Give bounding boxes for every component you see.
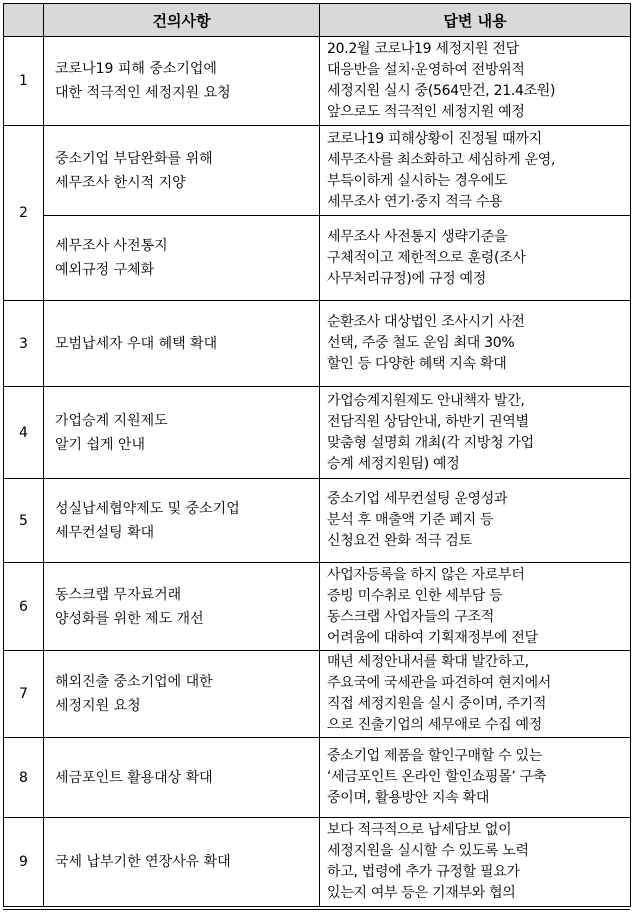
row-number: 2 (4, 126, 44, 301)
header-number (4, 4, 44, 37)
row-answer: 20.2월 코로나19 세정지원 전담 대응반을 설치·운영하여 전방위적 세정지원 실시 중(564만건, 21.4조원) 앞으로도 적극적인 세정지원 예정 (320, 37, 631, 126)
table-row (4, 738, 631, 818)
table-header-row (4, 4, 631, 37)
qa-table (3, 3, 631, 907)
table-row (4, 651, 631, 738)
row-number: 5 (4, 479, 44, 563)
row-issue: 세무조사 사전통지 예외규정 구체화 (44, 216, 320, 301)
table-row (4, 37, 631, 126)
row-answer: 사업자등록을 하지 않은 자로부터 증빙 미수취로 인한 세부담 등 동스크랩 사업자들의 구조적 어려움에 대하여 기획재정부에 전달 (320, 563, 631, 651)
table-row (4, 563, 631, 651)
row-answer: 순환조사 대상법인 조사시기 사전 선택, 주중 철도 운임 최대 30% 할인 등 다양한 혜택 지속 확대 (320, 301, 631, 387)
row-issue: 동스크랩 무자료거래 양성화를 위한 제도 개선 (44, 563, 320, 651)
row-number: 4 (4, 387, 44, 479)
row-answer: 가업승계지원제도 안내책자 발간, 전담직원 상담안내, 하반기 권역별 맞춤형 설명회 개최(각 지방청 가업 승계 세정지원팀) 예정 (320, 387, 631, 479)
table-row (4, 818, 631, 907)
bottom-rule (3, 909, 630, 910)
row-number: 8 (4, 738, 44, 818)
table-row (4, 301, 631, 387)
table-row (4, 387, 631, 479)
row-issue: 중소기업 부담완화를 위해 세무조사 한시적 지양 (44, 126, 320, 216)
row-issue: 가업승계 지원제도 알기 쉽게 안내 (44, 387, 320, 479)
table-row (4, 126, 631, 216)
row-answer: 코로나19 피해상황이 진정될 때까지 세무조사를 최소화하고 세심하게 운영, 부득이하게 실시하는 경우에도 세무조사 연기·중지 적극 수용 (320, 126, 631, 216)
row-issue: 세금포인트 활용대상 확대 (44, 738, 320, 818)
row-answer: 중소기업 제품을 할인구매할 수 있는 ‘세금포인트 온라인 할인쇼핑몰’ 구축 중이며, 활용방안 지속 확대 (320, 738, 631, 818)
row-issue: 성실납세협약제도 및 중소기업 세무컨설팅 확대 (44, 479, 320, 563)
row-issue: 모범납세자 우대 혜택 확대 (44, 301, 320, 387)
row-answer: 보다 적극적으로 납세담보 없이 세정지원을 실시할 수 있도록 노력 하고, 법령에 추가 규정할 필요가 있는지 여부 등은 기재부와 협의 (320, 818, 631, 907)
row-number: 6 (4, 563, 44, 651)
row-answer: 세무조사 사전통지 생략기준을 구체적이고 제한적으로 훈령(조사 사무처리규정)에 규정 예정 (320, 216, 631, 301)
row-issue: 국세 납부기한 연장사유 확대 (44, 818, 320, 907)
row-number: 3 (4, 301, 44, 387)
row-number: 9 (4, 818, 44, 907)
table-row (4, 216, 631, 301)
row-issue: 해외진출 중소기업에 대한 세정지원 요청 (44, 651, 320, 738)
row-number: 7 (4, 651, 44, 738)
row-number: 1 (4, 37, 44, 126)
row-issue: 코로나19 피해 중소기업에 대한 적극적인 세정지원 요청 (44, 37, 320, 126)
row-answer: 중소기업 세무컨설팅 운영성과 분석 후 매출액 기준 폐지 등 신청요건 완화 적극 검토 (320, 479, 631, 563)
header-answer: 답변 내용 (320, 4, 631, 37)
table-row (4, 479, 631, 563)
row-answer: 매년 세정안내서를 확대 발간하고, 주요국에 국세관을 파견하여 현지에서 직접 세정지원을 실시 중이며, 주기적 으로 진출기업의 세무애로 수집 예정 (320, 651, 631, 738)
header-issue: 건의사항 (44, 4, 320, 37)
